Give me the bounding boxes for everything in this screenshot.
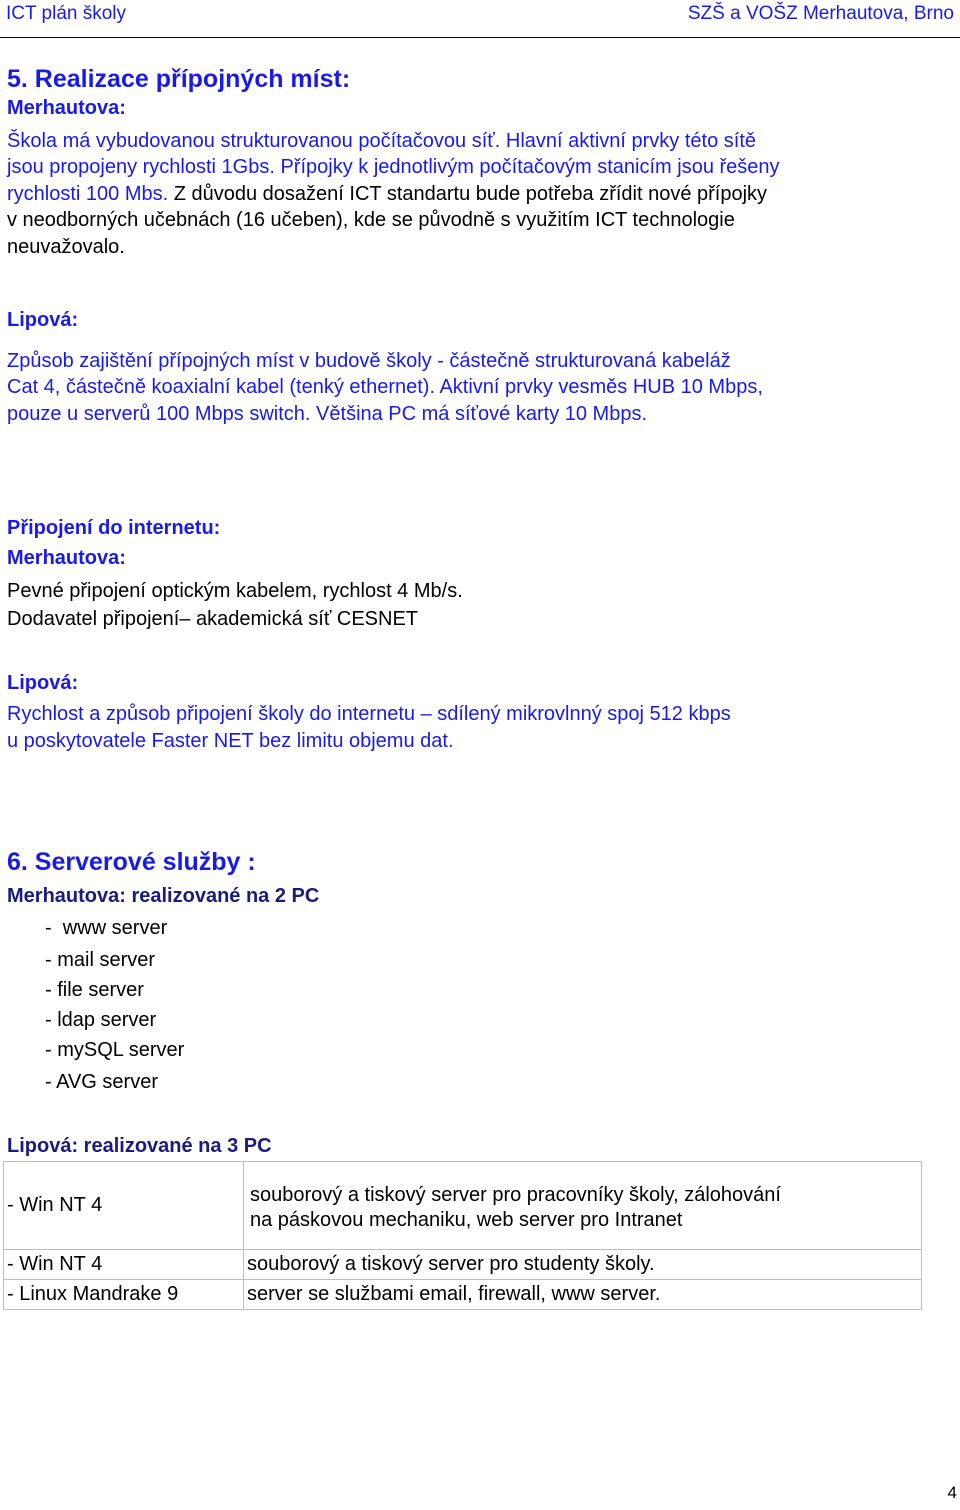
section-5-lipova-text xyxy=(7,348,763,427)
server-list-item: - ldap server xyxy=(45,1009,157,1031)
page-number: 4 xyxy=(947,1483,957,1502)
section-6-title: 6. Serverové služby : xyxy=(7,848,256,876)
text-line: pouze u serverů 100 Mbps switch. Většina PC má síťové karty 10 Mbps. xyxy=(7,402,648,425)
text-line xyxy=(7,181,780,207)
section-6-lipova-heading: Lipová: realizované na 3 PC xyxy=(7,1135,272,1157)
section-5-merhautova-label: Merhautova: xyxy=(7,97,126,119)
internet-lipova-label: Lipová: xyxy=(7,672,79,694)
section-5-merhautova-text xyxy=(7,128,780,260)
internet-lipova-line-1: Rychlost a způsob připojení školy do internetu – sdílený mikrovlnný spoj 512 kbps xyxy=(7,703,731,725)
server-list-item: - mail server xyxy=(45,949,156,971)
section-6-merhautova-heading: Merhautova: realizované na 2 PC xyxy=(7,885,320,907)
server-list-item: - AVG server xyxy=(45,1071,158,1093)
table-cell-os: - Linux Mandrake 9 xyxy=(4,1280,244,1310)
section-5-title: 5. Realizace přípojných míst: xyxy=(7,65,351,93)
header-school-name: SZŠ a VOŠZ Merhautova, Brno xyxy=(687,3,954,24)
server-list-item: - file server xyxy=(45,979,144,1001)
text-line-black-part: Z důvodu dosažení ICT standartu bude potřeba zřídit nové přípojky xyxy=(168,182,768,205)
lipova-servers-table xyxy=(3,1161,922,1310)
table-cell-description: souborový a tiskový server pro studenty školy. xyxy=(244,1250,922,1280)
table-row xyxy=(4,1162,922,1250)
text-line-black-part: v neodborných učebnách (16 učeben), kde se původně s využitím ICT technologie xyxy=(7,209,735,232)
text-line: souborový a tiskový server pro pracovníky školy, zálohování xyxy=(250,1183,781,1206)
text-line-blue-part: jsou propojeny rychlosti 1Gbs. Přípojky k jednotlivým počítačovým stanicím jsou řešeny xyxy=(7,156,780,179)
internet-merhautova-line-2: Dodavatel připojení– akademická síť CESNET xyxy=(7,608,419,630)
server-list-item: - mySQL server xyxy=(45,1039,185,1061)
table-cell-os: - Win NT 4 xyxy=(4,1162,244,1250)
table-cell-os: - Win NT 4 xyxy=(4,1250,244,1280)
text-line-blue-part: rychlosti 100 Mbs. xyxy=(7,182,169,205)
text-line: na páskovou mechaniku, web server pro Intranet xyxy=(250,1208,683,1231)
table-cell-description xyxy=(244,1162,922,1250)
text-line: Cat 4, částečně koaxialní kabel (tenký ethernet). Aktivní prvky vesměs HUB 10 Mbps, xyxy=(7,376,763,399)
internet-lipova-line-2: u poskytovatele Faster NET bez limitu objemu dat. xyxy=(7,730,454,752)
internet-section-title: Připojení do internetu: xyxy=(7,517,221,539)
table-row xyxy=(4,1280,922,1310)
table-cell-description: server se službami email, firewall, www server. xyxy=(244,1280,922,1310)
header-divider xyxy=(0,37,960,38)
text-line: Způsob zajištění přípojných míst v budově školy - částečně strukturovaná kabeláž xyxy=(7,350,731,372)
text-line xyxy=(7,154,780,180)
text-line-blue-part: Škola má vybudovanou strukturovanou počítačovou síť. Hlavní aktivní prvky této sítě xyxy=(7,130,756,152)
text-line xyxy=(7,234,780,260)
section-5-lipova-label: Lipová: xyxy=(7,309,79,331)
internet-merhautova-label: Merhautova: xyxy=(7,547,126,569)
text-line xyxy=(7,207,780,233)
table-row xyxy=(4,1250,922,1280)
text-line-black-part: neuvažovalo. xyxy=(7,235,125,258)
text-line xyxy=(7,128,780,154)
header-document-title: ICT plán školy xyxy=(6,3,127,24)
internet-merhautova-line-1: Pevné připojení optickým kabelem, rychlost 4 Mb/s. xyxy=(7,580,463,602)
server-list-item: - www server xyxy=(45,917,168,939)
